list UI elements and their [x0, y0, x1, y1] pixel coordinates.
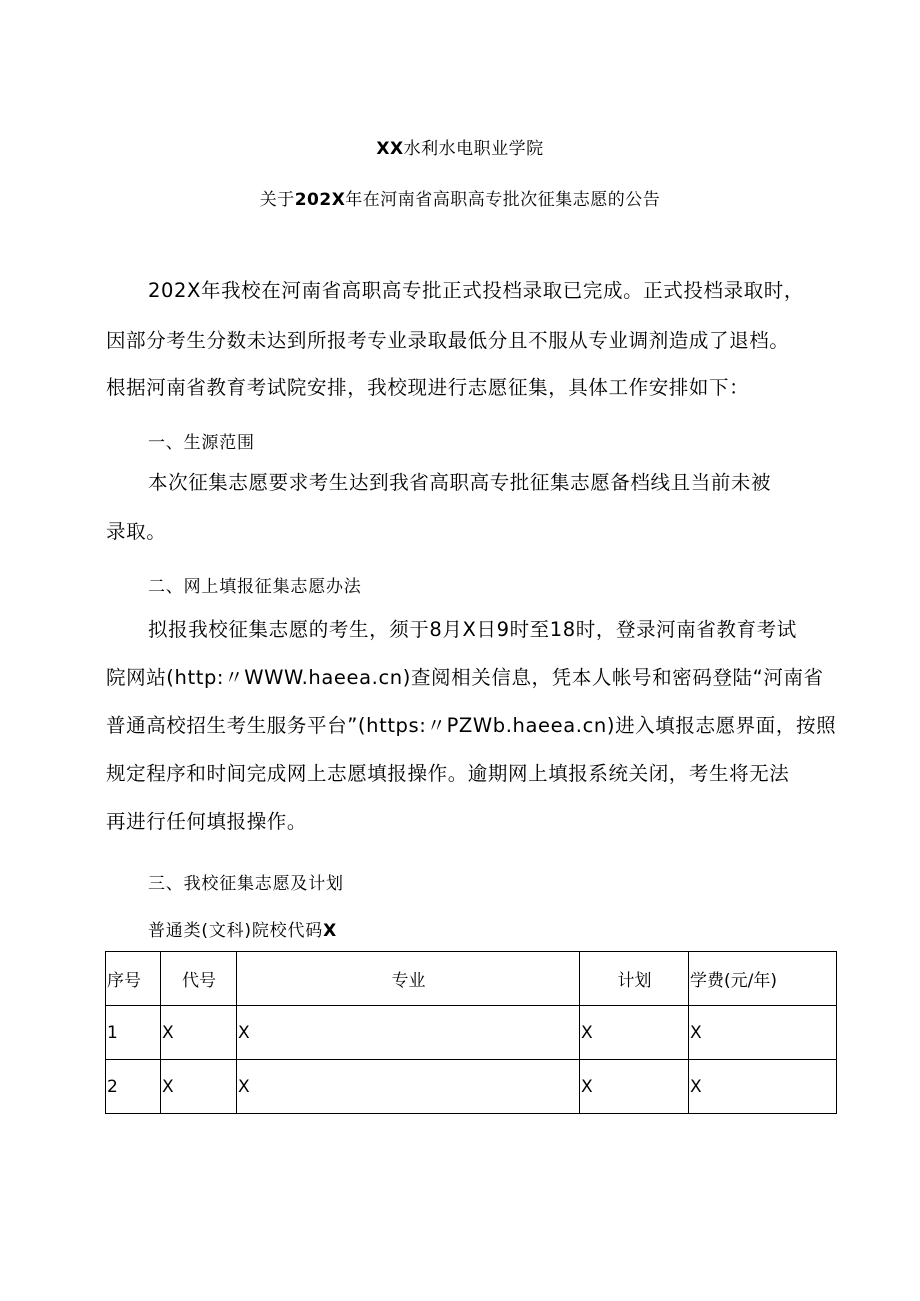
- cell-major: X: [237, 1006, 580, 1060]
- cell-seq: 1: [106, 1006, 161, 1060]
- section2-line-4: 规定程序和时间完成网上志愿填报操作。逾期网上填报系统关闭，考生将无法: [106, 762, 790, 785]
- table-caption: [148, 916, 337, 941]
- table-caption-text: 普通类(文科)院校代码: [148, 921, 324, 941]
- subtitle-post: 年在河南省高职高专批次征集志愿的公告: [345, 190, 661, 210]
- header-tuition: 学费(元/年): [689, 952, 837, 1006]
- cell-tuition: X: [689, 1060, 837, 1114]
- header-code: 代号: [161, 952, 237, 1006]
- cell-code: X: [161, 1006, 237, 1060]
- header-seq: 序号: [106, 952, 161, 1006]
- section-heading-plan: 三、我校征集志愿及计划: [148, 874, 344, 894]
- enrollment-plan-table: [105, 951, 837, 1114]
- header-major: 专业: [237, 952, 580, 1006]
- section1-line-2: 录取。: [106, 520, 167, 543]
- document-subtitle: [0, 185, 920, 210]
- table-caption-code: X: [323, 921, 337, 941]
- title-school-prefix: XX: [376, 139, 404, 159]
- header-plan: 计划: [580, 952, 689, 1006]
- section2-line-1: 拟报我校征集志愿的考生，须于8月X日9时至18时，登录河南省教育考试: [148, 618, 797, 641]
- intro-line-1: 202X年我校在河南省高职高专批正式投档录取已完成。正式投档录取时，: [148, 279, 804, 302]
- table-header-row: [106, 952, 837, 1006]
- subtitle-pre: 关于: [259, 190, 295, 210]
- section2-line-3: 普通高校招生考生服务平台”(https:〃PZWb.haeea.cn)进入填报志愿界面，按照: [106, 714, 837, 737]
- document-title: [0, 134, 920, 159]
- intro-line-3: 根据河南省教育考试院安排，我校现进行志愿征集，具体工作安排如下：: [106, 376, 750, 399]
- section-heading-source-scope: 一、生源范围: [148, 433, 255, 453]
- section-heading-online-method: 二、网上填报征集志愿办法: [148, 577, 362, 597]
- section1-line-1: 本次征集志愿要求考生达到我省高职高专批征集志愿备档线且当前未被: [148, 471, 772, 494]
- cell-code: X: [161, 1060, 237, 1114]
- section2-line-2: 院网站(http:〃WWW.haeea.cn)查阅相关信息，凭本人帐号和密码登陆“河南省: [106, 666, 824, 689]
- title-school-name: 水利水电职业学院: [403, 139, 544, 159]
- cell-plan: X: [580, 1060, 689, 1114]
- intro-line-2: 因部分考生分数未达到所报考专业录取最低分且不服从专业调剂造成了退档。: [106, 329, 790, 352]
- section2-line-5: 再进行任何填报操作。: [106, 810, 308, 833]
- table-row: [106, 1060, 837, 1114]
- cell-major: X: [237, 1060, 580, 1114]
- cell-plan: X: [580, 1006, 689, 1060]
- table-row: [106, 1006, 837, 1060]
- cell-seq: 2: [106, 1060, 161, 1114]
- subtitle-year: 202X: [294, 190, 346, 210]
- cell-tuition: X: [689, 1006, 837, 1060]
